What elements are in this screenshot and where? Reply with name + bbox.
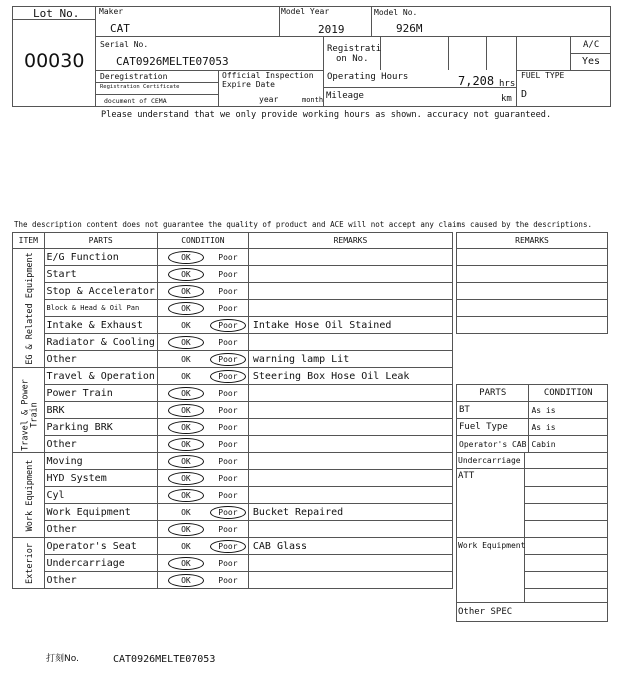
hours-note: Please understand that we only provide working hours as shown. accuracy not guaranteed. [101, 110, 552, 120]
poor-option: Poor [218, 286, 238, 296]
poor-option-selected: Poor [210, 319, 246, 332]
ok-option-selected: OK [168, 336, 204, 349]
right-remarks-table [456, 232, 608, 334]
deregistration-label: Deregistration [100, 72, 168, 81]
poor-option: Poor [218, 388, 238, 398]
condition-cell [157, 334, 248, 351]
condition-row [13, 453, 453, 470]
poor-option: Poor [218, 456, 238, 466]
poor-option: Poor [218, 303, 238, 313]
poor-option-selected: Poor [210, 370, 246, 383]
remark-cell [248, 572, 452, 589]
remark-cell: Intake Hose Oil Stained [248, 317, 452, 334]
cema-label: document of CEMA [104, 97, 167, 105]
poor-option: Poor [218, 439, 238, 449]
work-equipment-label: Work Equipment [458, 541, 526, 550]
remark-cell [248, 453, 452, 470]
condition-cell [157, 538, 248, 555]
ok-option: OK [181, 507, 191, 517]
poor-option: Poor [218, 575, 238, 585]
poor-option-selected: Poor [210, 506, 246, 519]
remark-cell [248, 436, 452, 453]
month-label: month [302, 96, 324, 104]
ac-value: Yes [582, 56, 601, 67]
col-remarks-header: REMARKS [248, 233, 452, 249]
condition-cell [157, 300, 248, 317]
part-cell: Other [44, 521, 157, 538]
part-cell: Block & Head & Oil Pan [44, 300, 157, 317]
right-remarks-row [457, 300, 608, 317]
remark-cell: Bucket Repaired [248, 504, 452, 521]
ok-option-selected: OK [168, 268, 204, 281]
condition-cell [157, 317, 248, 334]
lot-label: Lot No. [33, 7, 80, 20]
part-cell: Travel & Operation [44, 368, 157, 385]
remark-cell [248, 266, 452, 283]
part-cell: Undercarriage [44, 555, 157, 572]
condition-row [13, 487, 453, 504]
right-parts-header: PARTS [457, 385, 529, 402]
poor-option: Poor [218, 490, 238, 500]
condition-row [13, 283, 453, 300]
hrs-unit: hrs [499, 79, 516, 89]
operating-hours-value: 7,208 [458, 74, 495, 88]
condition-row [13, 419, 453, 436]
registration-label-1: Registrati [327, 44, 382, 54]
registration-certificate-label: Registration Certificate [100, 84, 180, 90]
part-cell: E/G Function [44, 249, 157, 266]
model-year-label: Model Year [281, 7, 330, 16]
condition-table [12, 232, 453, 589]
year-label: year [259, 95, 279, 104]
poor-option: Poor [218, 269, 238, 279]
ok-option-selected: OK [168, 574, 204, 587]
condition-cell [157, 436, 248, 453]
model-year-value: 2019 [318, 23, 345, 36]
right-condition-cell: As is [529, 402, 608, 419]
remark-cell [248, 555, 452, 572]
condition-row [13, 504, 453, 521]
remark-cell [248, 470, 452, 487]
stamp-label: 打刻No. [46, 654, 79, 664]
fuel-type-value: D [521, 89, 528, 100]
lot-number: 00030 [24, 50, 85, 72]
fuel-type-label: FUEL TYPE [521, 71, 565, 80]
condition-row [13, 555, 453, 572]
remark-cell [248, 419, 452, 436]
item-group-label: Work Equipment [24, 459, 35, 531]
ok-option-selected: OK [168, 472, 204, 485]
condition-cell [157, 453, 248, 470]
right-part-cell: Operator's CAB [457, 436, 529, 453]
right-remarks-row [457, 317, 608, 334]
maker-value: CAT [110, 22, 130, 35]
condition-cell [157, 572, 248, 589]
item-group-cell [13, 538, 45, 589]
condition-cell [157, 470, 248, 487]
poor-option: Poor [218, 524, 238, 534]
condition-row [13, 266, 453, 283]
condition-row [13, 351, 453, 368]
remark-cell [248, 249, 452, 266]
poor-option: Poor [218, 558, 238, 568]
remark-cell [248, 402, 452, 419]
att-label: ATT [458, 471, 475, 481]
ok-option-selected: OK [168, 285, 204, 298]
part-cell: HYD System [44, 470, 157, 487]
part-cell: Operator's Seat [44, 538, 157, 555]
remark-cell [248, 300, 452, 317]
model-no-value: 926M [396, 22, 423, 35]
condition-row [13, 521, 453, 538]
right-condition-cell: As is [529, 419, 608, 436]
condition-row [13, 334, 453, 351]
condition-row [13, 402, 453, 419]
ok-option-selected: OK [168, 455, 204, 468]
undercarriage-label: Undercarriage [458, 456, 521, 465]
ok-option: OK [181, 371, 191, 381]
remark-cell [248, 385, 452, 402]
condition-cell [157, 249, 248, 266]
remark-cell [248, 334, 452, 351]
item-group-cell [13, 453, 45, 538]
ok-option: OK [181, 541, 191, 551]
ok-option-selected: OK [168, 489, 204, 502]
condition-row [13, 538, 453, 555]
ok-option: OK [181, 354, 191, 364]
remark-cell: Steering Box Hose Oil Leak [248, 368, 452, 385]
registration-label-2: on No. [336, 54, 369, 64]
item-group-label: Exterior [24, 542, 35, 584]
poor-option: Poor [218, 422, 238, 432]
condition-cell [157, 504, 248, 521]
other-spec-label: Other SPEC [458, 607, 513, 617]
item-group-cell [13, 368, 45, 453]
condition-row [13, 300, 453, 317]
condition-cell [157, 419, 248, 436]
poor-option: Poor [218, 473, 238, 483]
inspection-label-1: Official Inspection [222, 71, 314, 80]
condition-cell [157, 266, 248, 283]
ok-option-selected: OK [168, 421, 204, 434]
ok-option-selected: OK [168, 387, 204, 400]
condition-row [13, 436, 453, 453]
remark-cell [248, 283, 452, 300]
item-group-label: Travel & Power Train [20, 378, 39, 451]
condition-row [13, 385, 453, 402]
ok-option-selected: OK [168, 404, 204, 417]
condition-row [13, 317, 453, 334]
part-cell: Start [44, 266, 157, 283]
poor-option-selected: Poor [210, 540, 246, 553]
part-cell: Parking BRK [44, 419, 157, 436]
km-unit: km [501, 94, 512, 104]
model-no-label: Model No. [374, 8, 418, 17]
ok-option-selected: OK [168, 438, 204, 451]
part-cell: Cyl [44, 487, 157, 504]
condition-cell [157, 351, 248, 368]
poor-option-selected: Poor [210, 353, 246, 366]
condition-cell [157, 521, 248, 538]
col-item-header: ITEM [13, 233, 45, 249]
inspection-label-2: Expire Date [222, 80, 275, 89]
poor-option: Poor [218, 252, 238, 262]
part-cell: Other [44, 572, 157, 589]
part-cell: Radiator & Cooling [44, 334, 157, 351]
operating-hours-label: Operating Hours [327, 72, 409, 82]
ok-option-selected: OK [168, 523, 204, 536]
maker-label: Maker [99, 7, 124, 16]
right-remarks-row [457, 249, 608, 266]
item-group-cell [13, 249, 45, 368]
col-parts-header: PARTS [44, 233, 157, 249]
part-cell: BRK [44, 402, 157, 419]
right-parts-table [456, 384, 608, 453]
ok-option-selected: OK [168, 557, 204, 570]
serial-value: CAT0926MELTE07053 [116, 55, 229, 68]
serial-label: Serial No. [100, 40, 149, 49]
part-cell: Intake & Exhaust [44, 317, 157, 334]
right-part-cell: Fuel Type [457, 419, 529, 436]
ok-option-selected: OK [168, 302, 204, 315]
condition-row [13, 572, 453, 589]
right-condition-header: CONDITION [529, 385, 608, 402]
poor-option: Poor [218, 405, 238, 415]
part-cell: Other [44, 436, 157, 453]
right-remarks-header: REMARKS [457, 233, 608, 249]
condition-cell [157, 487, 248, 504]
remark-cell [248, 521, 452, 538]
condition-row [13, 249, 453, 266]
ac-label: A/C [583, 40, 600, 50]
right-remarks-row [457, 283, 608, 300]
right-part-cell: BT [457, 402, 529, 419]
remark-cell [248, 487, 452, 504]
col-condition-header: CONDITION [157, 233, 248, 249]
ok-option-selected: OK [168, 251, 204, 264]
condition-cell [157, 402, 248, 419]
remark-cell: CAB Glass [248, 538, 452, 555]
description-note: The description content does not guarantee the quality of product and ACE will not accept any claims caused by the descriptions. [14, 220, 592, 229]
part-cell: Power Train [44, 385, 157, 402]
part-cell: Work Equipment [44, 504, 157, 521]
condition-cell [157, 385, 248, 402]
right-condition-cell: Cabin [529, 436, 608, 453]
part-cell: Stop & Accelerator [44, 283, 157, 300]
condition-cell [157, 555, 248, 572]
part-cell: Other [44, 351, 157, 368]
item-group-label: EG & Related Equipment [24, 251, 35, 365]
condition-cell [157, 368, 248, 385]
condition-row [13, 470, 453, 487]
ok-option: OK [181, 320, 191, 330]
mileage-label: Mileage [326, 91, 364, 101]
condition-row [13, 368, 453, 385]
stamp-value: CAT0926MELTE07053 [113, 654, 216, 665]
part-cell: Moving [44, 453, 157, 470]
poor-option: Poor [218, 337, 238, 347]
remark-cell: warning lamp Lit [248, 351, 452, 368]
condition-cell [157, 283, 248, 300]
right-remarks-row [457, 266, 608, 283]
